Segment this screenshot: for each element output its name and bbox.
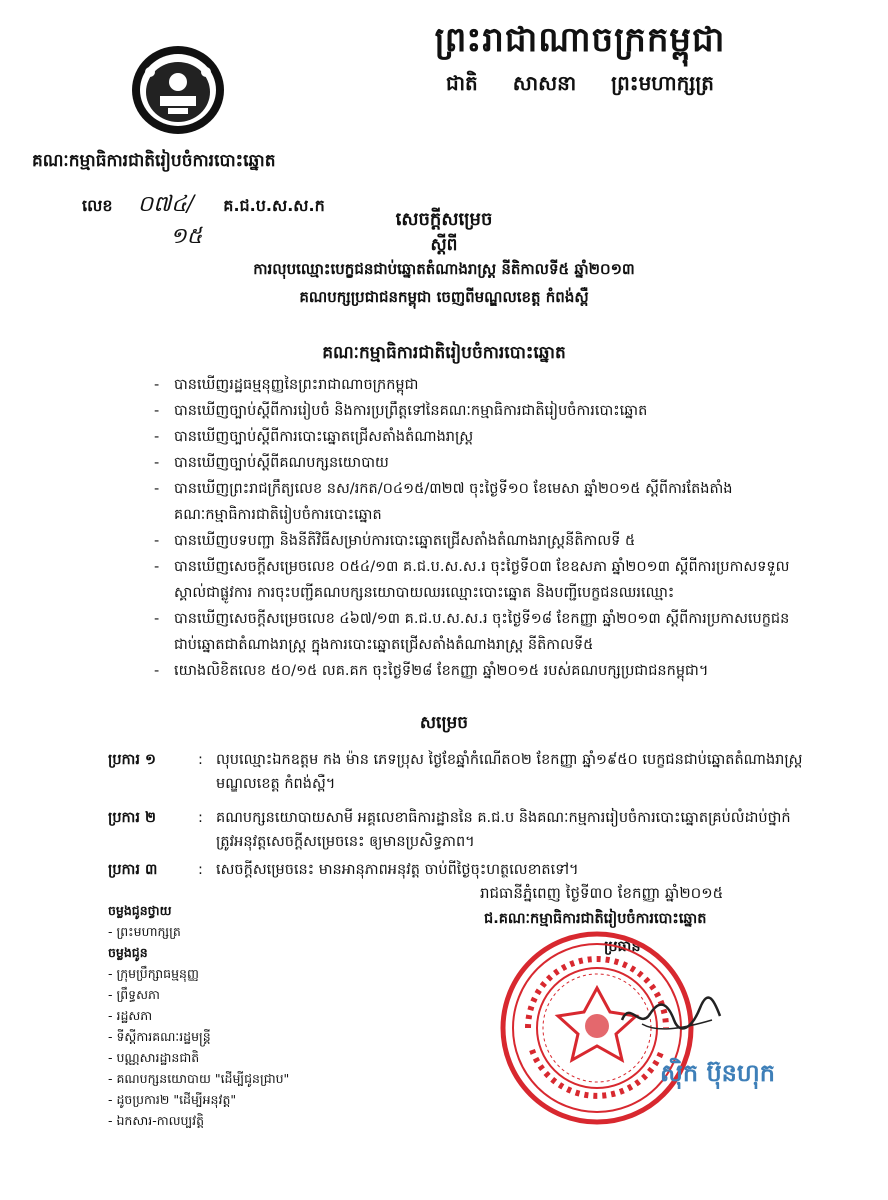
- article-text: គណបក្សនយោបាយសាមី អគ្គលេខាធិការដ្ឋាននៃ គ.ជ.ប និងគណៈកម្មការរៀបចំការបោះឆ្នោតគ្រប់លំដាប់ថ្នាក់ ត្រូវអនុវត្តសេចក្តីសម្រេចនេះ ឲ្យមានប្រសិទ្ធភាព។: [216, 810, 791, 850]
- decision-subject-line-2: គណបក្សប្រជាជនកម្ពុជា ចេញពីមណ្ឌលខេត្ត កំពង់ស្ពឺ: [299, 288, 589, 306]
- article-2: ប្រការ ២ : គណបក្សនយោបាយសាមី អគ្គលេខាធិការដ្ឋាននៃ គ.ជ.ប និងគណៈកម្មការរៀបចំការបោះឆ្នោតគ្រប់លំដាប់ថ្នាក់ ត្រូវអនុវត្តសេចក្តីសម្រេចនេះ ឲ្យមានប្រសិទ្ធភាព។: [108, 806, 808, 854]
- preamble-item: - បានឃើញច្បាប់ស្តីពីគណបក្សនយោបាយ: [152, 450, 812, 476]
- distribution-item: - គណបក្សនយោបាយ "ដើម្បីជូនជ្រាប": [108, 1071, 290, 1086]
- motto-king: ព្រះមហាក្សត្រ: [611, 71, 714, 95]
- distribution-item: - ឯកសារ-កាលប្បវត្តិ: [108, 1113, 205, 1128]
- article-text: លុបឈ្មោះឯកឧត្តម កង ម៉ាន ភេទប្រុស ថ្ងៃខែឆ្នាំកំណើត០២ ខែកញ្ញា ឆ្នាំ១៩៥០ បេក្ខជនជាប់ឆ្នោតតំណាងរាស្ត្រមណ្ឌលខេត្ត កំពង់ស្ពឺ។: [216, 752, 803, 792]
- kingdom-title: ព្រះរាជាណាចក្រកម្ពុជា: [434, 20, 726, 60]
- issuing-body: គណៈកម្មាធិការជាតិរៀបចំការបោះឆ្នោត: [32, 151, 276, 171]
- distribution-list: [108, 900, 368, 1131]
- article-1: ប្រការ ១ : លុបឈ្មោះឯកឧត្តម កង ម៉ាន ភេទប្រុស ថ្ងៃខែឆ្នាំកំណើត០២ ខែកញ្ញា ឆ្នាំ១៩៥០ បេក្ខជនជាប់ឆ្នោតតំណាងរាស្ត្រមណ្ឌលខេត្ត កំពង់ស្ពឺ។: [108, 748, 808, 796]
- preamble-heading: គណៈកម្មាធិការជាតិរៀបចំការបោះឆ្នោត: [322, 343, 566, 363]
- article-label: ប្រការ ៣: [108, 862, 158, 878]
- distribution-item: - រដ្ឋសភា: [108, 1008, 153, 1023]
- preamble-item: - បានឃើញសេចក្តីសម្រេចលេខ ៤៦៧/១៣ គ.ជ.ប.ស.ស.រ ចុះថ្ងៃទី១៨ ខែកញ្ញា ឆ្នាំ២០១៣ ស្តីពីការប្រកាសបេក្ខជនជាប់ឆ្នោតជាតំណាងរាស្ត្រ ក្នុងការបោះឆ្នោតជ្រើសតាំងតំណាងរាស្ត្រ នីតិកាលទី៥: [152, 606, 812, 658]
- preamble-item: - បានឃើញព្រះរាជក្រឹត្យលេខ នស/រកត/០៤១៥/៣២៧ ចុះថ្ងៃទី១០ ខែមេសា ឆ្នាំ២០១៥ ស្តីពីការតែងតាំងគណៈកម្មាធិការជាតិរៀបចំការបោះឆ្នោត: [152, 476, 812, 528]
- motto-nation: ជាតិ: [445, 71, 478, 95]
- decides-heading: សម្រេច: [419, 713, 469, 733]
- nec-emblem-icon: [128, 42, 228, 138]
- date-line: រាជធានីភ្នំពេញ ថ្ងៃទី៣០ ខែកញ្ញា ឆ្នាំ២០១៥: [480, 884, 724, 902]
- distribution-item: - ព្រឹទ្ធសភា: [108, 987, 160, 1002]
- respect-heading: ចម្លងជូនថ្វាយ: [108, 903, 172, 918]
- preamble-item: - បានឃើញច្បាប់ស្តីពីការរៀបចំ និងការប្រព្រឹត្តទៅនៃគណៈកម្មាធិការជាតិរៀបចំការបោះឆ្នោត: [152, 398, 812, 424]
- motto-religion: សាសនា: [512, 71, 577, 95]
- distribution-item: - ទីស្តីការគណៈរដ្ឋមន្ត្រី: [108, 1029, 211, 1044]
- article-3: ប្រការ ៣ : សេចក្តីសម្រេចនេះ មានអានុភាពអនុវត្ត ចាប់ពីថ្ងៃចុះហត្ថលេខាតទៅ។: [108, 858, 808, 882]
- distribution-item: - ដូចប្រការ២ "ដើម្បីអនុវត្ត": [108, 1092, 237, 1107]
- national-motto: [360, 70, 800, 100]
- decision-about: ស្តីពី: [430, 235, 458, 255]
- article-label: ប្រការ ២: [108, 810, 156, 826]
- preamble-list: [152, 372, 812, 684]
- distribution-item: - ព្រះមហាក្សត្រ: [108, 924, 181, 939]
- distribution-item: - បណ្ណសារដ្ឋានជាតិ: [108, 1050, 200, 1065]
- distribution-item: - ក្រុមប្រឹក្សាធម្មនុញ្ញ: [108, 966, 199, 981]
- signatory-body: ជ.គណៈកម្មាធិការជាតិរៀបចំការបោះឆ្នោត: [484, 911, 707, 927]
- signatory-title: ប្រធាន: [604, 939, 641, 955]
- doc-number-code: គ.ជ.ប.ស.ស.ក: [223, 196, 325, 215]
- preamble-item: - បានឃើញច្បាប់ស្តីពីការបោះឆ្នោតជ្រើសតាំងតំណាងរាស្ត្រ: [152, 424, 812, 450]
- preamble-item: - បានឃើញរដ្ឋធម្មនុញ្ញនៃព្រះរាជាណាចក្រកម្ពុជា: [152, 372, 812, 398]
- doc-number-handwritten: ០៧៤/: [137, 192, 195, 217]
- signatory-name: ស៊ិក ប៊ុនហុក: [660, 1059, 775, 1087]
- cc-heading: ចម្លងជូន: [108, 945, 148, 960]
- preamble-item: - បានឃើញបទបញ្ជា និងនីតិវិធីសម្រាប់ការបោះឆ្នោតជ្រើសតាំងតំណាងរាស្ត្រនីតិកាលទី ៥: [152, 528, 812, 554]
- doc-number-year: ១៥: [170, 224, 203, 249]
- decision-title: សេចក្តីសម្រេច: [395, 209, 493, 230]
- article-label: ប្រការ ១: [108, 752, 156, 768]
- decision-subject-line-1: ការលុបឈ្មោះបេក្ខជនជាប់ឆ្នោតតំណាងរាស្ត្រ នីតិកាលទី៥ ឆ្នាំ២០១៣: [253, 260, 635, 278]
- signature-mark-icon: [616, 990, 726, 1040]
- preamble-item: - យោងលិខិតលេខ ៥០/១៥ លគ.គក ចុះថ្ងៃទី២៨ ខែកញ្ញា ឆ្នាំ២០១៥ របស់គណបក្សប្រជាជនកម្ពុជា។: [152, 658, 812, 684]
- doc-number-label: លេខ: [82, 196, 113, 215]
- article-text: សេចក្តីសម្រេចនេះ មានអានុភាពអនុវត្ត ចាប់ពីថ្ងៃចុះហត្ថលេខាតទៅ។: [216, 862, 579, 878]
- preamble-item: - បានឃើញសេចក្តីសម្រេចលេខ ០៥៤/១៣ គ.ជ.ប.ស.ស.រ ចុះថ្ងៃទី០៣ ខែឧសភា ឆ្នាំ២០១៣ ស្តីពីការប្រកាសទទួលស្គាល់ជាផ្លូវការ ការចុះបញ្ជីគណបក្សនយោបាយឈរឈ្មោះបោះឆ្នោត និងបញ្ជីបេក្ខជនឈរឈ្មោះ: [152, 554, 812, 606]
